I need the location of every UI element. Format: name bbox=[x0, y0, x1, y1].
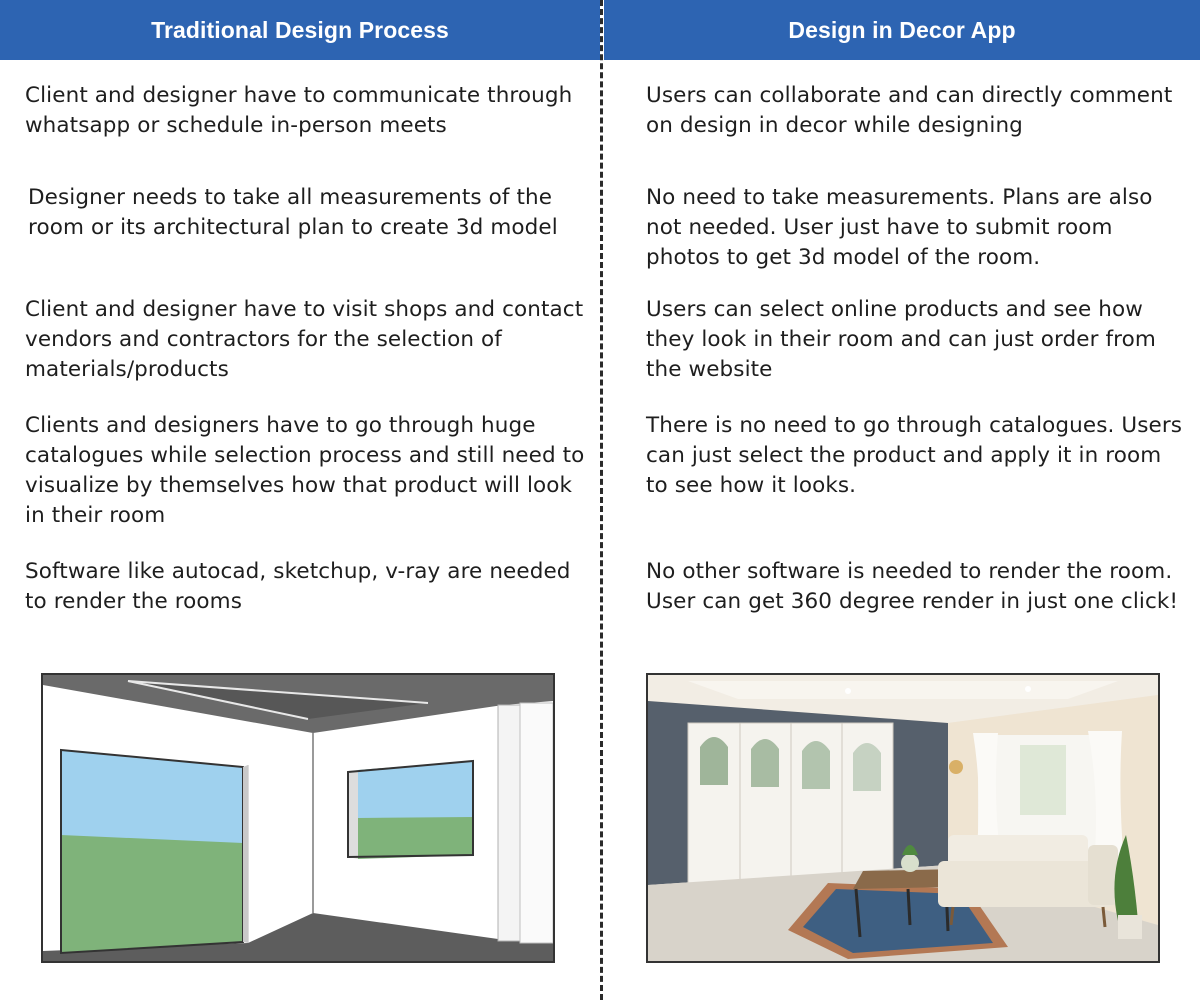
decor-app-column-header: Design in Decor App bbox=[604, 0, 1200, 60]
decor-point-shopping: Users can select online products and see how they look in their room and can just order from the website bbox=[646, 297, 1156, 382]
traditional-point-shopping: Client and designer have to visit shops and contact vendors and contractors for the selection of materials/products bbox=[25, 297, 584, 382]
traditional-point-catalogues: Clients and designers have to go through huge catalogues while selection process and still need to visualize by themselves how that product will look in their room bbox=[25, 413, 585, 528]
traditional-point-software: Software like autocad, sketchup, v-ray are needed to render the rooms bbox=[25, 559, 571, 614]
traditional-room-model-image bbox=[41, 673, 555, 963]
decor-point-catalogues: There is no need to go through catalogues. Users can just select the product and apply it in room to see how it looks. bbox=[646, 413, 1183, 498]
traditional-point-communication: Client and designer have to communicate through whatsapp or schedule in-person meets bbox=[25, 83, 573, 138]
traditional-column-header: Traditional Design Process bbox=[0, 0, 600, 60]
traditional-point-measurements: Designer needs to take all measurements of the room or its architectural plan to create 3d model bbox=[28, 185, 558, 240]
decor-point-collaboration: Users can collaborate and can directly comment on design in decor while designing bbox=[646, 83, 1173, 138]
decor-room-render-image bbox=[646, 673, 1160, 963]
decor-point-rendering: No other software is needed to render the room. User can get 360 degree render in just one click! bbox=[646, 559, 1179, 614]
decor-point-measurements: No need to take measurements. Plans are also not needed. User just have to submit room photos to get 3d model of the room. bbox=[646, 185, 1153, 270]
column-divider bbox=[600, 0, 603, 1000]
